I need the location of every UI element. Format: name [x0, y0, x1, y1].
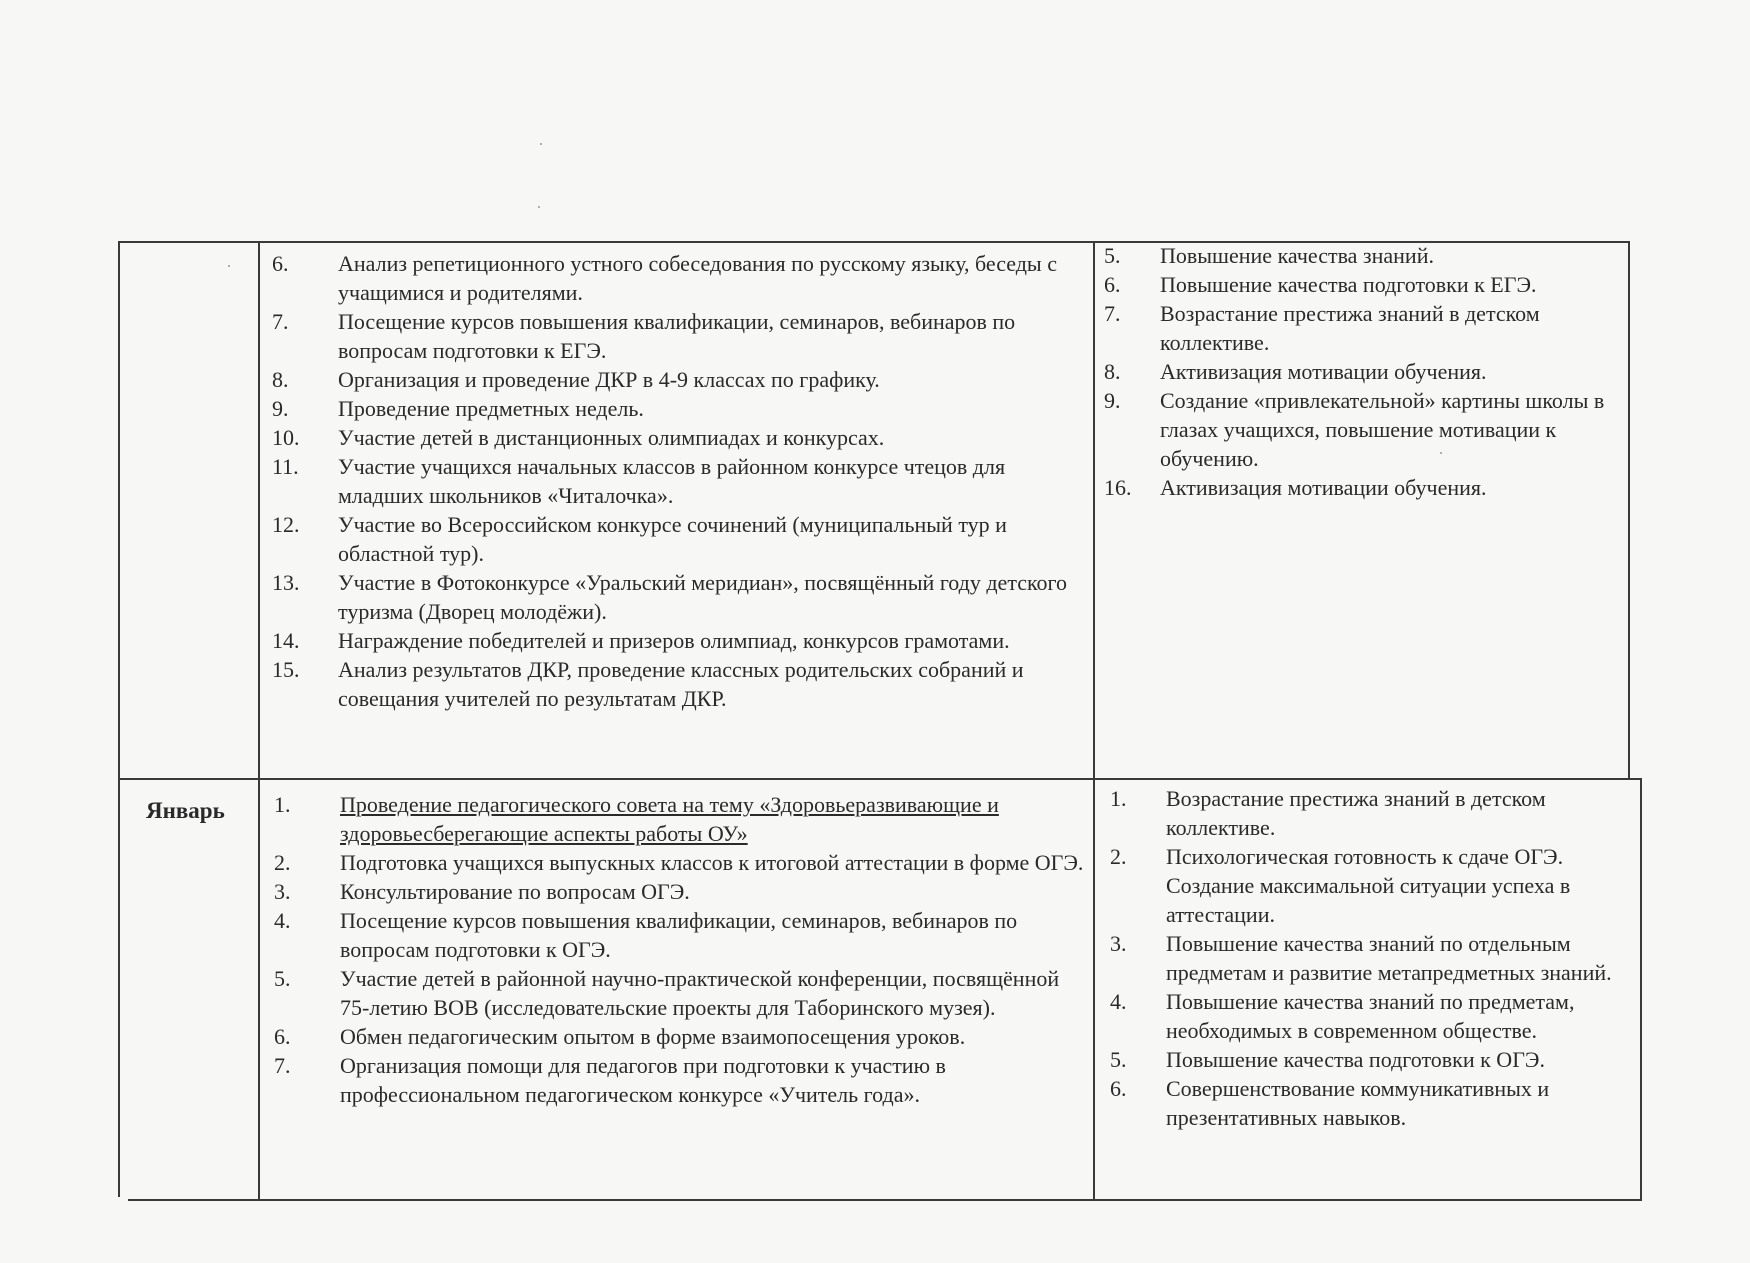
item-number: 1.: [1110, 786, 1127, 811]
item-number: 4.: [274, 908, 291, 933]
item-number: 16.: [1104, 475, 1132, 500]
item-number: 9.: [1104, 388, 1121, 413]
activity-item: [274, 1051, 1088, 1109]
item-number: 10.: [272, 425, 300, 450]
item-number: 6.: [1104, 272, 1121, 297]
scan-speck: [540, 143, 542, 145]
result-item: [1110, 784, 1638, 842]
item-number: 7.: [274, 1053, 291, 1078]
activity-item: [274, 1022, 1088, 1051]
item-text: Анализ репетиционного устного собеседования по русскому языку, беседы с учащимися и родителями.: [338, 251, 1057, 305]
result-item: [1104, 386, 1624, 473]
item-text: Посещение курсов повышения квалификации, семинаров, вебинаров по вопросам подготовки к ОГЭ.: [340, 908, 1018, 962]
activity-item: [272, 423, 1084, 452]
result-item: [1104, 299, 1624, 357]
item-number: 9.: [272, 396, 289, 421]
scan-speck: [538, 206, 540, 208]
result-item: [1110, 1074, 1638, 1132]
item-text: Обмен педагогическим опытом в форме взаимопосещения уроков.: [340, 1024, 966, 1049]
item-text: Повышение качества подготовки к ЕГЭ.: [1160, 272, 1537, 297]
item-text: Проведение педагогического совета на тему «Здоровьеразвивающие и здоровьесберегающие аспекты работы ОУ»: [340, 792, 999, 846]
activity-item: [272, 307, 1084, 365]
activities-list: [272, 249, 1084, 713]
item-text: Повышение качества подготовки к ОГЭ.: [1166, 1047, 1545, 1072]
table-border-left: [118, 241, 120, 1197]
item-text: Возрастание престижа знаний в детском коллективе.: [1160, 301, 1540, 355]
activity-item: [274, 877, 1088, 906]
result-item: [1104, 357, 1624, 386]
item-text: Анализ результатов ДКР, проведение классных родительских собраний и совещания учителей по результатам ДКР.: [338, 657, 1024, 711]
item-text: Активизация мотивации обучения.: [1160, 475, 1487, 500]
result-item: [1104, 270, 1624, 299]
item-text: Активизация мотивации обучения.: [1160, 359, 1487, 384]
activity-item: [272, 510, 1084, 568]
item-number: 6.: [272, 251, 289, 276]
item-number: 12.: [272, 512, 300, 537]
item-text: Возрастание престижа знаний в детском коллективе.: [1166, 786, 1546, 840]
results-list: [1104, 241, 1624, 502]
activity-item: [272, 394, 1084, 423]
item-text: Проведение предметных недель.: [338, 396, 644, 421]
item-text: Участие в Фотоконкурсе «Уральский меридиан», посвящённый году детского туризма (Дворец молодёжи).: [338, 570, 1068, 624]
result-item: [1104, 473, 1624, 502]
item-number: 7.: [272, 309, 289, 334]
item-text: Повышение качества знаний по предметам, необходимых в современном обществе.: [1166, 989, 1575, 1043]
result-item: [1110, 929, 1638, 987]
column-divider-2: [1093, 241, 1095, 1201]
result-item: [1104, 241, 1624, 270]
item-number: 5.: [274, 966, 291, 991]
table-border-right: [1628, 241, 1630, 780]
item-text: Участие учащихся начальных классов в районном конкурсе чтецов для младших школьников «Читалочка».: [338, 454, 1006, 508]
item-text: Награждение победителей и призеров олимпиад, конкурсов грамотами.: [338, 628, 1010, 653]
result-item: [1110, 987, 1638, 1045]
activity-item: [272, 365, 1084, 394]
result-item: [1110, 842, 1638, 929]
item-number: 8.: [272, 367, 289, 392]
item-number: 11.: [272, 454, 299, 479]
table-border-bottom: [128, 1199, 1642, 1201]
scan-speck: [1440, 452, 1442, 454]
item-number: 5.: [1104, 243, 1121, 268]
activity-item: [274, 964, 1088, 1022]
table-border-right-lower: [1640, 778, 1642, 1201]
activities-list: [274, 790, 1088, 1109]
row-2-month-cell: [146, 798, 256, 838]
activity-item: [272, 249, 1084, 307]
item-number: 3.: [274, 879, 291, 904]
row-2-activities-cell: [274, 790, 1088, 1196]
item-number: 4.: [1110, 989, 1127, 1014]
item-number: 13.: [272, 570, 300, 595]
item-number: 3.: [1110, 931, 1127, 956]
row-2-results-cell: [1110, 784, 1638, 1196]
item-text: Участие детей в дистанционных олимпиадах и конкурсах.: [338, 425, 885, 450]
row-1-results-cell: [1104, 241, 1624, 771]
item-text: Подготовка учащихся выпускных классов к итоговой аттестации в форме ОГЭ.: [340, 850, 1084, 875]
item-text: Повышение качества знаний по отдельным предметам и развитие метапредметных знаний.: [1166, 931, 1612, 985]
item-number: 2.: [274, 850, 291, 875]
item-number: 5.: [1110, 1047, 1127, 1072]
row-1-month-cell: [122, 245, 256, 775]
item-text: Участие во Всероссийском конкурсе сочинений (муниципальный тур и областной тур).: [338, 512, 1007, 566]
table-border-middle: [118, 778, 1642, 780]
item-text: Консультирование по вопросам ОГЭ.: [340, 879, 690, 904]
item-number: 8.: [1104, 359, 1121, 384]
item-text: Организация помощи для педагогов при подготовки к участию в профессиональном педагогическом конкурсе «Учитель года».: [340, 1053, 946, 1107]
activity-item: [274, 790, 1088, 848]
item-text: Посещение курсов повышения квалификации, семинаров, вебинаров по вопросам подготовки к ЕГЭ.: [338, 309, 1016, 363]
item-number: 15.: [272, 657, 300, 682]
row-1-activities-cell: [272, 249, 1084, 774]
activity-item: [274, 848, 1088, 877]
activity-item: [272, 568, 1084, 626]
item-text: Создание «привлекательной» картины школы в глазах учащихся, повышение мотивации к обучению.: [1160, 388, 1605, 471]
item-text: Организация и проведение ДКР в 4-9 классах по графику.: [338, 367, 880, 392]
activity-item: [274, 906, 1088, 964]
item-text: Совершенствование коммуникативных и презентативных навыков.: [1166, 1076, 1550, 1130]
item-text: Повышение качества знаний.: [1160, 243, 1434, 268]
column-divider-1: [258, 241, 260, 1201]
activity-item: [272, 655, 1084, 713]
item-number: 2.: [1110, 844, 1127, 869]
item-number: 6.: [274, 1024, 291, 1049]
result-item: [1110, 1045, 1638, 1074]
results-list: [1110, 784, 1638, 1132]
item-number: 7.: [1104, 301, 1121, 326]
activity-item: [272, 626, 1084, 655]
item-text: Психологическая готовность к сдаче ОГЭ. Создание максимальной ситуации успеха в аттестации.: [1166, 844, 1571, 927]
item-text: Участие детей в районной научно-практической конференции, посвящённой 75-летию ВОВ (исследовательские проекты для Таборинского музея).: [340, 966, 1060, 1020]
item-number: 6.: [1110, 1076, 1127, 1101]
item-number: 1.: [274, 792, 291, 817]
activity-item: [272, 452, 1084, 510]
scan-speck: [228, 265, 230, 267]
item-number: 14.: [272, 628, 300, 653]
month-label: Январь: [146, 798, 225, 823]
